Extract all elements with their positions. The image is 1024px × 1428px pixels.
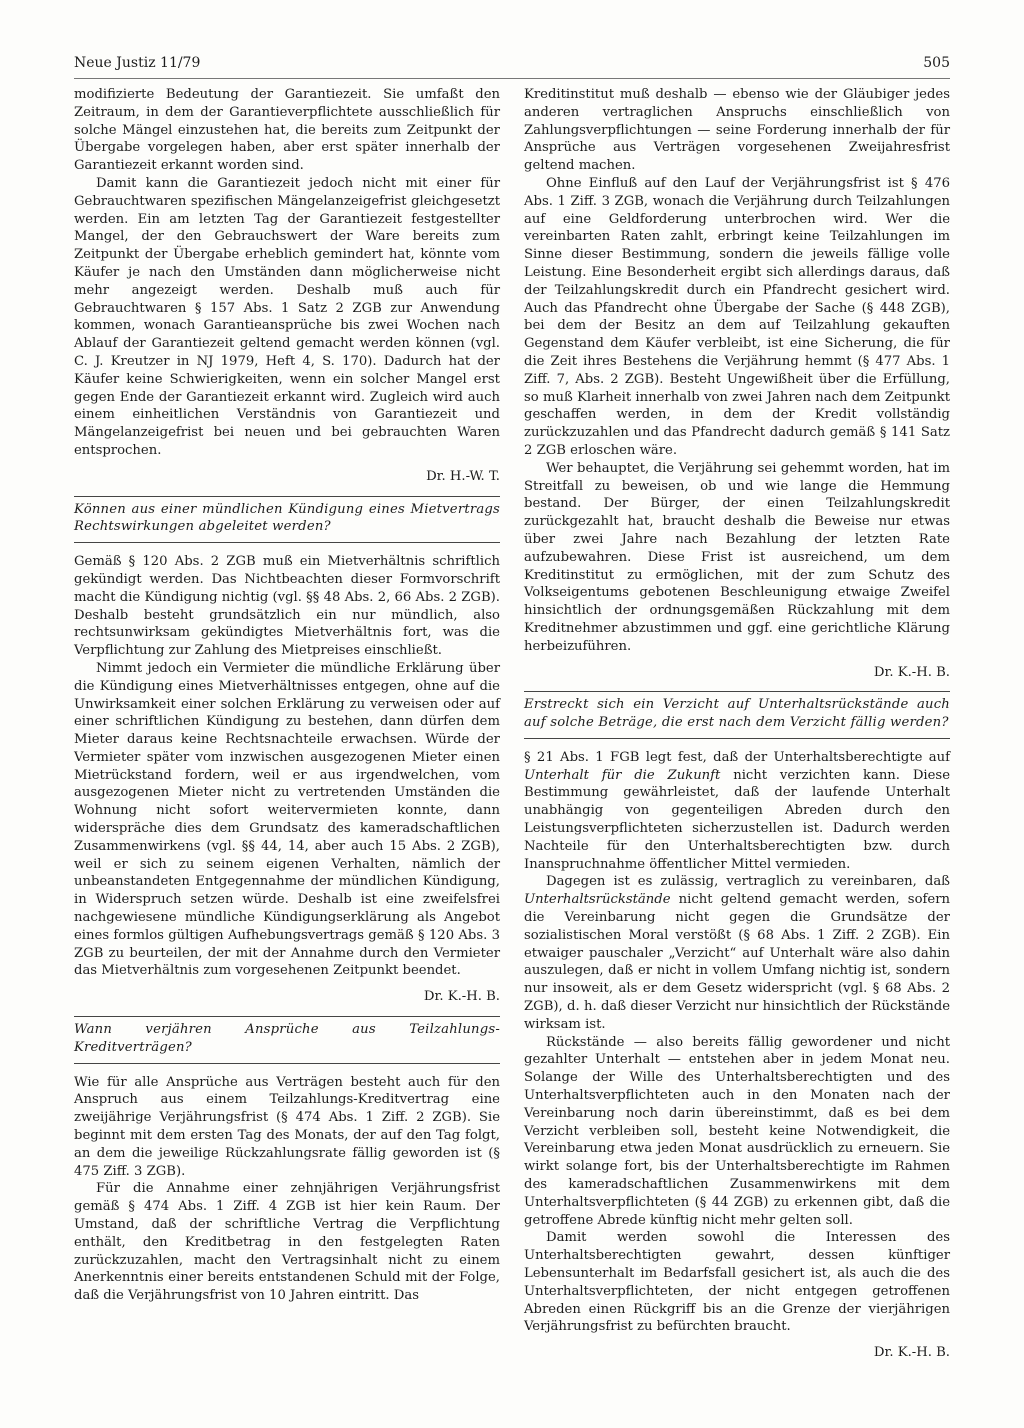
paragraph: Wie für alle Ansprüche aus Verträgen besteht auch für den Anspruch aus einem Teilzahlungs-Kreditvertrag eine zweijährige Verjährungsfrist (§ 474 Abs. 1 Ziff. 2 ZGB). Sie beginnt mit dem ersten Tag des Monats, der auf den Tag folgt, an dem die jeweilige Rückzahlungsrate fällig geworden ist (§ 475 Ziff. 3 ZGB).: [74, 1074, 500, 1179]
question-heading: Können aus einer mündlichen Kündigung eines Mietvertrags Rechtswirkungen abgeleitet werden?: [74, 496, 500, 544]
emphasis-text: Unterhalt für die Zukunft: [524, 767, 721, 783]
right-column: [524, 86, 950, 1372]
paragraph-text: nicht geltend gemacht werden, sofern die Vereinbarung nicht gegen die Grundsätze der sozialistischen Moral verstößt (§ 68 Abs. 1 Ziff. 2 ZGB). Ein etwaiger pauschaler „Verzicht“ auf Unterhalt wäre also dahin auszulegen, daß er nicht in vollem Umfang nichtig ist, sondern nur insoweit, als er dem Gesetz widerspricht (vgl. § 68 Abs. 2 ZGB), d. h. daß dieser Verzicht nur hinsichtlich der Rückstände wirksam ist.: [524, 892, 950, 1032]
author-signature: Dr. K.-H. B.: [423, 989, 500, 1005]
paragraph: Gemäß § 120 Abs. 2 ZGB muß ein Mietverhältnis schriftlich gekündigt werden. Das Nichtbeachten dieser Formvorschrift macht die Kündigung nichtig (vgl. §§ 48 Abs. 2, 66 Abs. 2 ZGB). Deshalb besteht grundsätzlich ein nur mündlich, also rechtsunwirksam gekündigtes Mietverhältnis fort, was die Verpflichtung zur Zahlung des Mietpreises einschließt.: [74, 554, 500, 659]
paragraph: Wer behauptet, die Verjährung sei gehemmt worden, hat im Streitfall zu beweisen, ob und wie lange die Hemmung bestand. Der Bürger, der einen Teilzahlungskredit zurückgezahlt hat, braucht deshalb die Beweise nur etwas über zwei Jahre nach Bezahlung der letzten Rate aufzubewahren. Diese Frist ist ausreichend, um dem Kreditinstitut zu ermöglichen, mit der zum Schutz des Volkseigentums gebotenen Beschleunigung etwaige Zweifel hinsichtlich der ordnungsgemäßen Rückzahlung mit dem Kreditnehmer abzustimmen und ggf. eine gerichtliche Klärung herbeizuführen.: [524, 460, 950, 654]
paragraph: [524, 873, 950, 1033]
question-heading: Erstreckt sich ein Verzicht auf Unterhaltsrückstände auch auf solche Beträge, die erst nach dem Verzicht fällig werden?: [524, 691, 950, 739]
paragraph: Damit werden sowohl die Interessen des Unterhaltsberechtigten gewahrt, dessen künftiger Lebensunterhalt im Bedarfsfall gesichert ist, als auch die des Unterhaltsverpflichteten, der nicht entgegen getroffenen Abreden einen Rückgriff bis an die Grenze der vierjährigen Verjährungsfrist zu befürchten braucht.: [524, 1230, 950, 1335]
paragraph-text: § 21 Abs. 1 FGB legt fest, daß der Unterhaltsberechtigte auf: [524, 749, 950, 765]
author-signature: Dr. K.-H. B.: [873, 664, 950, 680]
page-header: [74, 52, 950, 79]
author-signature: Dr. K.-H. B.: [873, 1345, 950, 1361]
paragraph: Ohne Einfluß auf den Lauf der Verjährungsfrist ist § 476 Abs. 1 Ziff. 3 ZGB, wonach die Verjährung durch Teilzahlungen auf eine Geldforderung unterbrochen wird. Wer die vereinbarten Raten zahlt, erbringt keine Teilzahlungen im Sinne dieser Bestimmung, sondern die jeweils fällige volle Leistung. Eine Besonderheit ergibt sich allerdings daraus, daß der Teilzahlungskredit durch ein Pfandrecht gesichert wird. Auch das Pfandrecht ohne Übergabe der Sache (§ 448 ZGB), bei dem der Besitz an dem auf Teilzahlung gekauften Gegenstand dem Käufer verbleibt, ist eine Sicherung, die für die Zeit ihres Bestehens die Verjährung hemmt (§ 477 Abs. 1 Ziff. 7, Abs. 2 ZGB). Besteht Ungewißheit über die Erfüllung, so muß Klarheit innerhalb von zwei Jahren nach dem Zeitpunkt geschaffen werden, in dem der Kredit vollständig zurückzuzahlen und das Pfandrecht dadurch gemäß § 141 Satz 2 ZGB erloschen wäre.: [524, 175, 950, 458]
page-number: 505: [923, 55, 950, 71]
paragraph: Für die Annahme einer zehnjährigen Verjährungsfrist gemäß § 474 Abs. 1 Ziff. 4 ZGB ist hier kein Raum. Der Umstand, daß der schriftliche Vertrag die Verpflichtung enthält, den Kreditbetrag in den festgelegten Raten zurückzuzahlen, macht den Vertragsinhalt nicht zu einem Anerkenntnis einer bereits entstandenen Schuld mit der Folge, daß die Verjährungsfrist von 10 Jahren eintritt. Das: [74, 1181, 500, 1304]
paragraph: Nimmt jedoch ein Vermieter die mündliche Erklärung über die Kündigung eines Mietverhältnisses entgegen, ohne auf die Unwirksamkeit einer solchen Erklärung zu verweisen oder auf einer schriftlichen Kündigung zu bestehen, dann dürfen dem Mieter daraus keine Rechtsnachteile erwachsen. Würde der Vermieter später vom inzwischen ausgezogenen Mieter einen Mietrückstand fordern, weil er aus irgendwelchen, vom ausgezogenen Mieter nicht zu vertretenden Umständen die Wohnung nicht sofort weitervermieten konnte, dann widerspräche dies dem Grundsatz des kameradschaftlichen Zusammenwirkens (vgl. §§ 44, 14, aber auch 15 Abs. 2 ZGB), weil er sich zu seinem eigenen Verhalten, nämlich der unbeanstandeten Entgegennahme der mündlichen Kündigung, in Widerspruch setzen würde. Deshalb ist eine zweifelsfrei nachgewiesene mündliche Kündigungserklärung als Angebot eines formlos gültigen Aufhebungsvertrags gemäß § 120 Abs. 3 ZGB zu beurteilen, der mit der Annahme durch den Vermieter das Mietverhältnis zum vorgesehenen Zeitpunkt beendet.: [74, 660, 500, 979]
author-signature: Dr. H.-W. T.: [426, 468, 500, 484]
question-heading: Wann verjähren Ansprüche aus Teilzahlungs-Kreditverträgen?: [74, 1016, 500, 1064]
paragraph: [524, 749, 950, 874]
journal-title: Neue Justiz 11/79: [74, 55, 201, 71]
paragraph: Kreditinstitut muß deshalb — ebenso wie der Gläubiger jedes anderen vertraglichen Anspruchs einschließlich von Zahlungsverpflichtungen — seine Forderung innerhalb der für Ansprüche aus Verträgen vorgesehenen Zweijahresfrist geltend machen.: [524, 87, 950, 174]
left-column: [74, 86, 500, 1305]
paragraph: Rückstände — also bereits fällig gewordener und nicht gezahlter Unterhalt — entstehen aber in jedem Monat neu. Solange der Wille des Unterhaltsberechtigten und des Unterhaltsverpflichteten auch in den Monaten nach der Vereinbarung noch darin übereinstimmt, daß es bei dem Verzicht verbleiben soll, besteht keine Notwendigkeit, die Vereinbarung etwa jeden Monat ausdrücklich zu erneuern. Sie wirkt solange fort, bis der Unterhaltsberechtigte im Rahmen des kameradschaftlichen Zusammenwirkens mit dem Unterhaltsverpflichteten (§ 44 ZGB) zu erkennen gibt, daß die getroffene Abrede künftig nicht mehr gelten soll.: [524, 1034, 950, 1228]
emphasis-text: Unterhaltsrückstände: [524, 892, 671, 908]
paragraph-text: Dagegen ist es zulässig, vertraglich zu vereinbaren, daß: [546, 874, 950, 890]
paragraph: Damit kann die Garantiezeit jedoch nicht mit einer für Gebrauchtwaren spezifischen Mängelanzeigefrist gleichgesetzt werden. Ein am letzten Tag der Garantiezeit festgestellter Mangel, der den Gebrauchswert der Ware bereits zum Zeitpunkt der Übergabe erheblich gemindert hat, könnte vom Käufer je nach den Umständen dann möglicherweise nicht mehr angezeigt werden. Deshalb muß auch für Gebrauchtwaren § 157 Abs. 1 Satz 2 ZGB zur Anwendung kommen, wonach Garantieansprüche bis zwei Wochen nach Ablauf der Garantiezeit geltend gemacht werden können (vgl. C. J. Kreutzer in NJ 1979, Heft 4, S. 170). Dadurch hat der Käufer keine Schwierigkeiten, wenn ein solcher Mangel erst gegen Ende der Garantiezeit erkannt wird. Zugleich wird auch einem einheitlichen Verständnis von Garantiezeit und Mängelanzeigefrist bei neuen und bei gebrauchten Waren entsprochen.: [74, 175, 500, 458]
paragraph-text: nicht verzichten kann. Diese Bestimmung gewährleistet, daß der laufende Unterhalt unabhängig von gegenteiligen Abreden durch den Leistungsverpflichteten sicherzustellen ist. Dadurch werden Nachteile für den Unterhaltsberechtigten bzw. durch Inanspruchnahme öffentlicher Mittel vermieden.: [524, 767, 950, 872]
paragraph: modifizierte Bedeutung der Garantiezeit. Sie umfaßt den Zeitraum, in dem der Garantieverpflichtete ausschließlich für solche Mängel einzustehen hat, die bereits zum Zeitpunkt der Übergabe vorgelegen haben, aber erst später innerhalb der Garantiezeit erkannt worden sind.: [74, 87, 500, 174]
